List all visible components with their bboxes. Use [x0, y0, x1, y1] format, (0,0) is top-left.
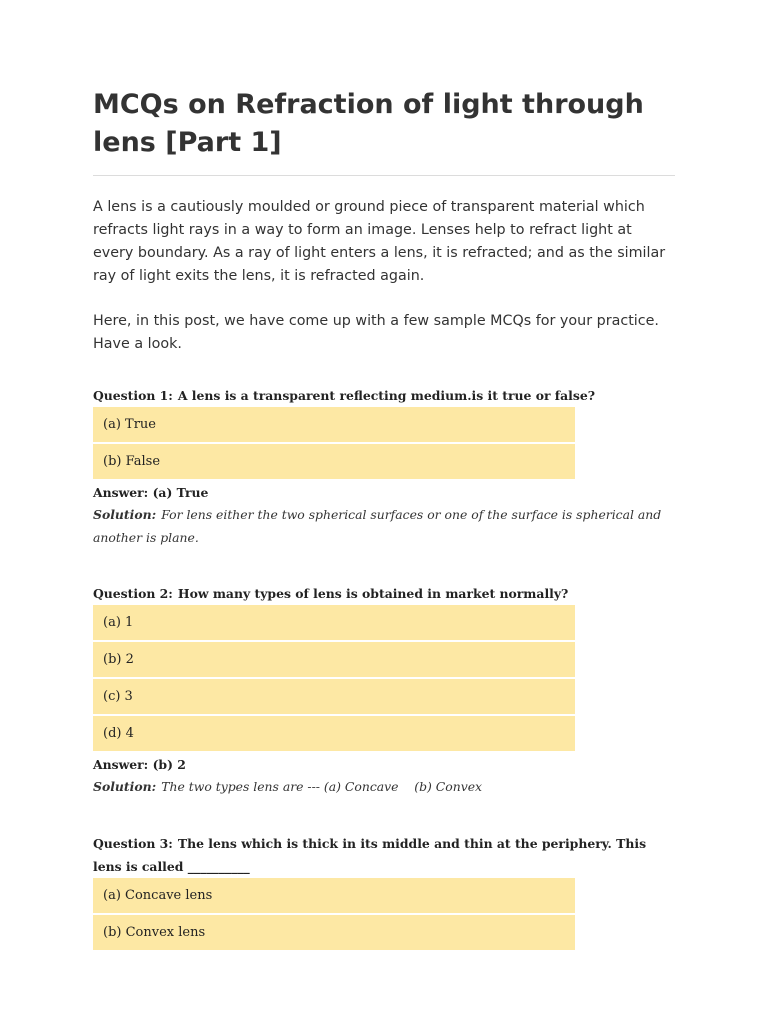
option-a[interactable]: (a) 1 — [93, 605, 575, 640]
solution — [93, 775, 675, 798]
question-2-options — [93, 605, 575, 751]
question-label: Question 2: — [93, 586, 173, 601]
question-text: How many types of lens is obtained in market normally? — [177, 586, 569, 601]
title-divider — [93, 175, 675, 176]
option-b[interactable]: (b) False — [93, 444, 575, 479]
question-1 — [93, 384, 675, 407]
intro-paragraph: A lens is a cautiously moulded or ground piece of transparent material which refracts light rays in a way to form an image. Lenses help to refract light at every boundary. As a ray of light enters a lens, it is refracted; and as the similar ray of light exits the lens, it is refracted again. — [93, 199, 666, 284]
question-label: Question 3: — [93, 836, 173, 851]
question-label: Question 1: — [93, 388, 173, 403]
solution-text: For lens either the two spherical surfaces or one of the surface is spherical and another is plane. — [93, 507, 662, 545]
question-text: A lens is a transparent reflecting medium.is it true or false? — [177, 388, 595, 403]
answer: Answer: (b) 2 — [93, 757, 186, 772]
question-3 — [93, 832, 675, 878]
question-2 — [93, 582, 675, 605]
question-1-options — [93, 407, 575, 479]
solution-label: Solution: — [93, 507, 157, 522]
solution-text: The two types lens are --- (a) Concave (b) Convex — [161, 779, 483, 794]
article — [93, 0, 675, 952]
question-text: The lens which is thick in its middle and thin at the periphery. This lens is called __________ — [93, 836, 647, 874]
page-title: MCQs on Refraction of light through lens [Part 1] — [93, 89, 644, 158]
option-a[interactable]: (a) Concave lens — [93, 878, 575, 913]
intro-paragraph: Here, in this post, we have come up with a few sample MCQs for your practice. Have a look. — [93, 313, 659, 352]
option-d[interactable]: (d) 4 — [93, 716, 575, 751]
option-b[interactable]: (b) 2 — [93, 642, 575, 677]
question-3-options — [93, 878, 575, 950]
option-c[interactable]: (c) 3 — [93, 679, 575, 714]
solution — [93, 503, 675, 549]
option-a[interactable]: (a) True — [93, 407, 575, 442]
solution-label: Solution: — [93, 779, 157, 794]
option-b[interactable]: (b) Convex lens — [93, 915, 575, 950]
answer: Answer: (a) True — [93, 485, 209, 500]
